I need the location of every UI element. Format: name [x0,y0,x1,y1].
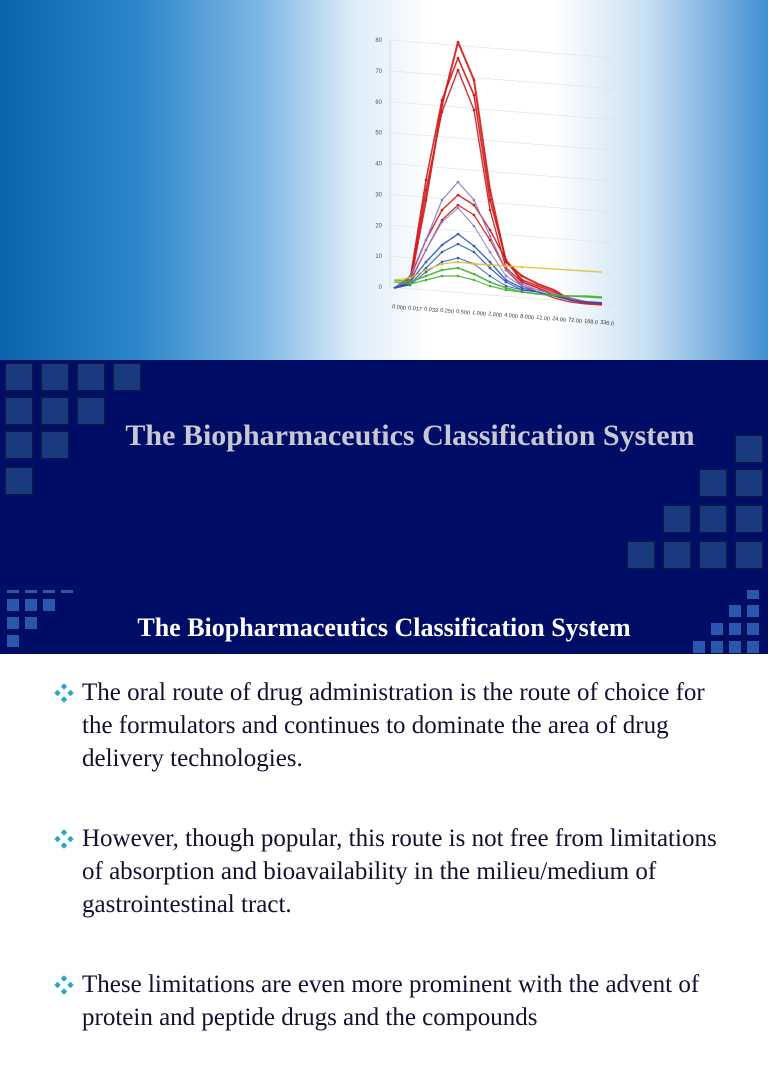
decor-square [698,540,728,570]
decor-square [6,634,20,648]
data-point [457,69,460,72]
decor-square [4,466,34,496]
y-tick-label: 30 [375,192,382,199]
x-tick-label: 12.00 [535,314,551,323]
data-point [521,266,524,269]
data-point [441,99,444,102]
data-point [473,263,476,266]
data-point [457,204,460,207]
data-point [473,251,476,254]
gridline [390,225,615,243]
decor-square [24,590,38,594]
x-axis-ticks [392,304,614,327]
decor-square [24,598,38,612]
decor-square [6,598,20,612]
gridline [390,133,615,151]
data-point [457,181,460,184]
decor-square [710,622,724,636]
diamond-quad-icon [54,683,74,703]
decor-square [746,590,760,600]
decor-square [728,622,742,636]
data-point [441,263,444,266]
x-tick-label: 1.000 [471,310,487,318]
data-point [505,281,508,284]
header-banner [0,0,768,360]
bullet-item [54,822,734,921]
gridline [390,164,615,182]
x-tick-label: 72.00 [567,317,583,326]
decor-square [662,540,692,570]
data-point [473,214,476,217]
data-point [425,275,428,278]
data-point [489,264,492,267]
data-point [441,111,444,114]
decor-square [710,640,724,654]
x-tick-label: 0.017 [407,305,423,314]
x-tick-label: 168.0 [583,318,599,327]
data-point [457,41,460,44]
decor-square [662,504,692,534]
data-point [457,275,460,278]
decor-square [42,598,56,612]
data-point [457,243,460,246]
x-tick-label: 2.000 [487,311,503,320]
data-point [473,245,476,248]
data-point [489,267,492,270]
decor-square [4,362,34,392]
content-slide [0,590,768,1031]
decor-square [746,622,760,636]
data-point [441,244,444,247]
data-point [473,273,476,276]
data-point [457,57,460,60]
data-point [457,267,460,270]
decor-square [746,640,760,654]
y-tick-label: 70 [375,68,382,75]
decor-square [76,396,106,426]
bullet-text: However, though popular, this route is not free from limitations of absorption and bioavailability in the milieu/medium of gastrointestinal tract. [82,825,717,918]
gridline [390,71,615,89]
bullet-list [54,676,734,1081]
data-point [441,275,444,278]
decor-square [6,616,20,630]
data-point [425,239,428,242]
data-point [441,251,444,254]
decor-square [42,590,56,594]
decor-square [734,540,764,570]
decor-square [698,504,728,534]
chart-series [394,41,602,305]
data-point [457,207,460,210]
decor-square [734,468,764,498]
y-tick-label: 0 [378,285,382,291]
data-point [441,269,444,272]
data-point [521,291,524,294]
y-tick-label: 40 [375,161,382,168]
x-tick-label: 24.00 [551,316,567,324]
data-point [473,79,476,82]
decor-square [4,430,34,460]
decor-square [6,590,20,594]
data-point [489,285,492,288]
data-point [489,235,492,238]
data-point [489,281,492,284]
decor-square [626,540,656,570]
data-point [441,209,444,212]
gridline [390,40,615,58]
data-point [441,221,444,224]
data-point [473,279,476,282]
decor-square [728,604,742,618]
decor-square [698,468,728,498]
data-point [489,275,492,278]
gridline [390,102,615,120]
decor-square [40,430,70,460]
data-point [441,199,444,202]
data-point [473,199,476,202]
decor-square [734,434,764,464]
decor-square [4,396,34,426]
diamond-quad-icon [54,829,74,849]
x-tick-label: 0.033 [423,306,439,315]
decor-square [24,616,38,630]
decor-square [40,362,70,392]
y-tick-label: 80 [375,38,382,44]
data-point [425,179,428,182]
y-tick-label: 60 [375,99,382,106]
content-title: The Biopharmaceutics Classification System [137,613,631,642]
decor-square [746,604,760,618]
data-point [457,233,460,236]
bullet-text: The oral route of drug administration is the route of choice for the formulators and continues to dominate the area of drug delivery technologies. [82,679,705,772]
x-tick-label: 0.000 [391,304,407,312]
data-point [457,257,460,260]
decor-square [734,504,764,534]
x-tick-label: 0.250 [439,307,455,316]
y-tick-label: 20 [375,223,382,230]
data-point [505,259,508,262]
decor-square [76,362,106,392]
decor-square [112,362,142,392]
data-point [425,189,428,192]
data-point [425,269,428,272]
x-tick-label: 336.0 [599,319,615,328]
data-point [473,94,476,97]
data-point [505,289,508,292]
decor-square [60,590,74,594]
decor-square [728,640,742,654]
data-point [457,261,460,264]
data-point [425,279,428,282]
slide-title: The Biopharmaceutics Classification System [125,419,695,452]
data-point [505,269,508,272]
data-point [457,194,460,197]
data-point [489,251,492,254]
x-tick-label: 0.500 [455,308,471,317]
content-header [0,590,768,654]
y-tick-label: 10 [375,254,382,261]
data-point [425,261,428,264]
decor-square [40,396,70,426]
bullet-text: These limitations are even more prominent with the advent of protein and peptide drugs and the compounds [82,971,700,1031]
data-point [521,275,524,278]
diamond-quad-icon [54,975,74,995]
data-point [505,275,508,278]
data-point [409,283,412,286]
data-point [489,261,492,264]
title-panel [0,360,768,590]
bullet-item [54,968,734,1034]
x-tick-label: 8.000 [519,313,535,322]
data-point [425,249,428,252]
bullet-item [54,676,734,775]
data-point [489,229,492,232]
pharmacokinetic-line-chart [330,0,630,360]
data-point [489,209,492,212]
data-point [505,265,508,268]
data-point [473,204,476,207]
data-point [473,225,476,228]
x-tick-label: 4.000 [503,312,519,321]
data-point [409,277,412,280]
data-point [473,109,476,112]
y-axis-ticks [375,38,382,291]
y-tick-label: 50 [375,130,382,137]
